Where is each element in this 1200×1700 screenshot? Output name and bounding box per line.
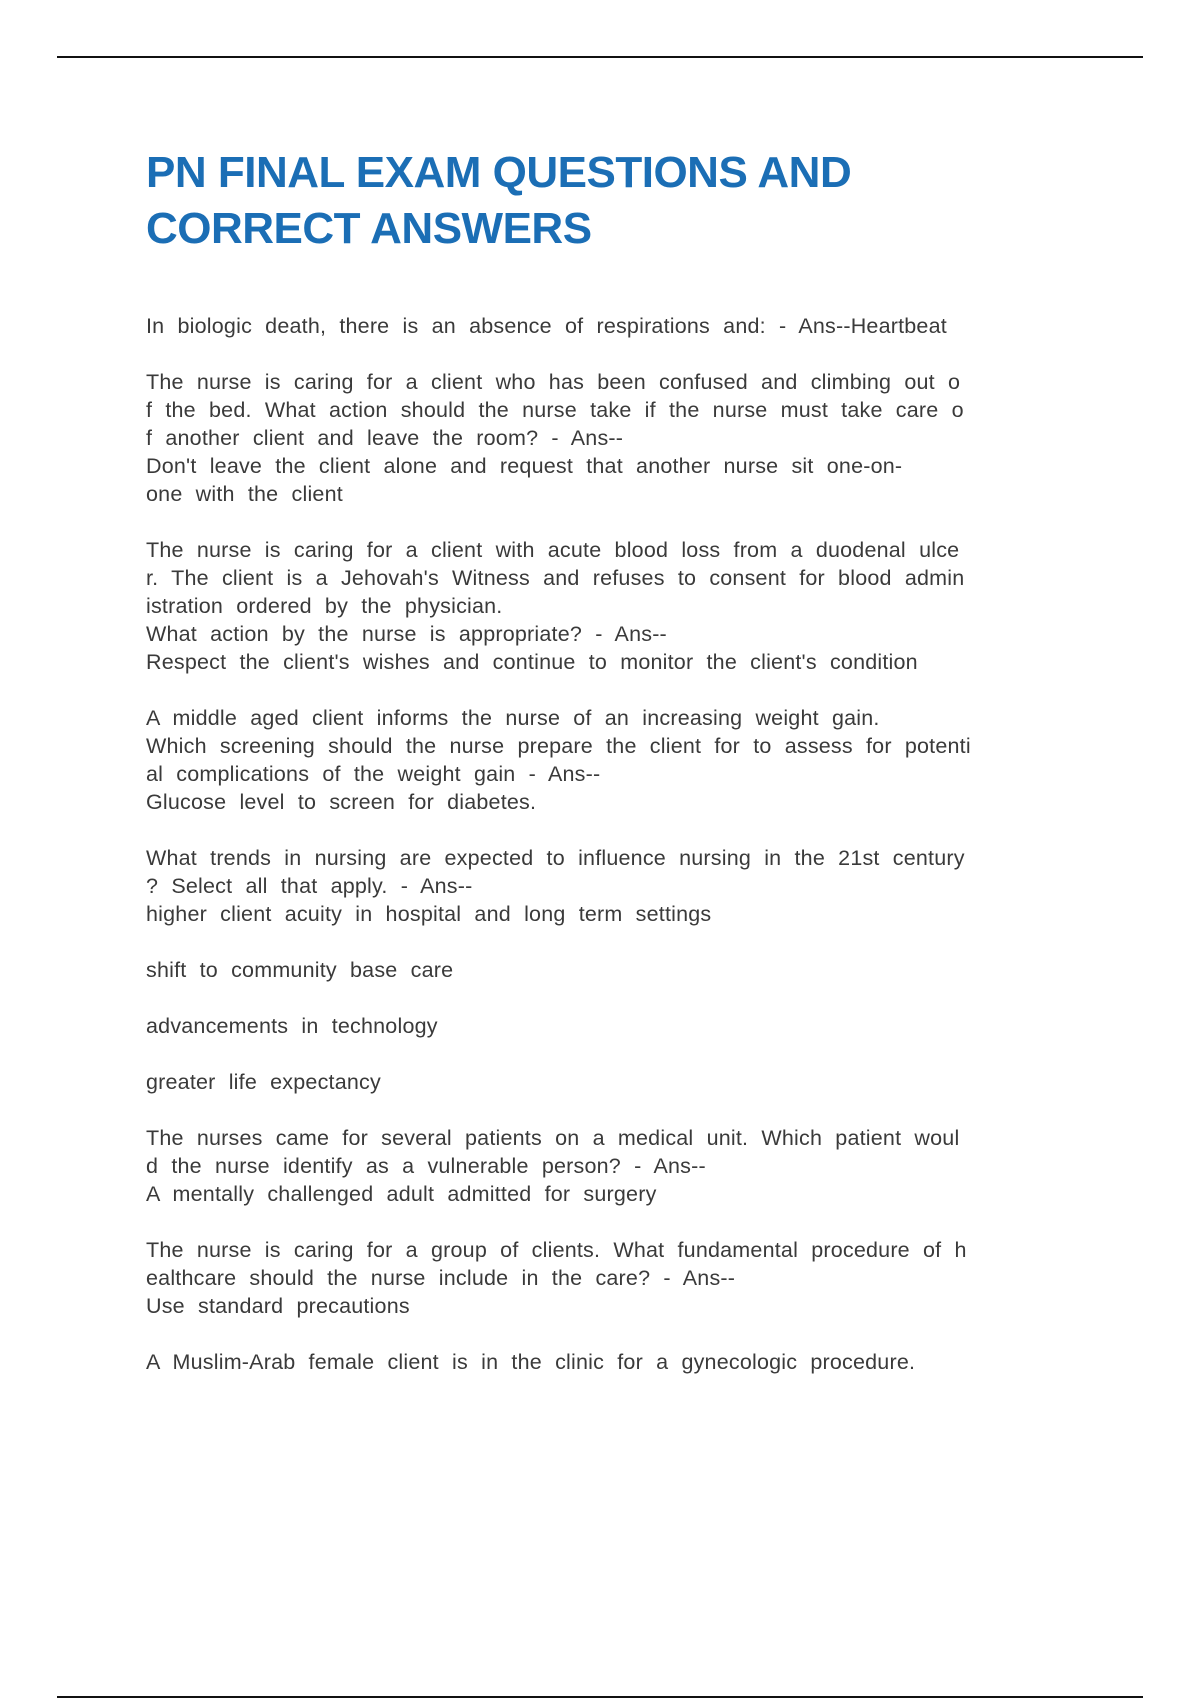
qa-paragraph: [146, 844, 1091, 928]
top-divider: [57, 56, 1143, 58]
text-line: Don't leave the client alone and request that another nurse sit one-on-: [146, 454, 903, 478]
qa-paragraph: [146, 1012, 1091, 1040]
qa-paragraph: [146, 704, 1091, 816]
text-line: A mentally challenged adult admitted for surgery: [146, 1182, 657, 1206]
qa-paragraph: [146, 1236, 1091, 1320]
text-line: istration ordered by the physician.: [146, 594, 503, 618]
text-line: al complications of the weight gain - Ans--: [146, 762, 601, 786]
text-line: Use standard precautions: [146, 1294, 410, 1318]
text-line: In biologic death, there is an absence of respirations and: - Ans--Heartbeat: [146, 314, 947, 338]
text-line: What action by the nurse is appropriate? - Ans--: [146, 622, 667, 646]
title-line: CORRECT ANSWERS: [146, 204, 592, 253]
qa-paragraph: [146, 536, 1091, 676]
text-line: The nurse is caring for a client with acute blood loss from a duodenal ulce: [146, 538, 960, 562]
text-line: one with the client: [146, 482, 343, 506]
bottom-divider: [57, 1696, 1143, 1698]
qa-paragraph: [146, 956, 1091, 984]
text-line: f the bed. What action should the nurse take if the nurse must take care o: [146, 398, 964, 422]
qa-paragraph: [146, 312, 1091, 340]
title-line: PN FINAL EXAM QUESTIONS AND: [146, 148, 852, 197]
qa-paragraph: [146, 1124, 1091, 1208]
text-line: Which screening should the nurse prepare the client for to assess for potenti: [146, 734, 971, 758]
text-line: greater life expectancy: [146, 1070, 381, 1094]
text-line: advancements in technology: [146, 1014, 438, 1038]
text-line: r. The client is a Jehovah's Witness and refuses to consent for blood admin: [146, 566, 965, 590]
text-line: The nurses came for several patients on a medical unit. Which patient woul: [146, 1126, 960, 1150]
text-line: A Muslim-Arab female client is in the clinic for a gynecologic procedure.: [146, 1350, 916, 1374]
text-line: f another client and leave the room? - Ans--: [146, 426, 624, 450]
text-line: The nurse is caring for a client who has been confused and climbing out o: [146, 370, 961, 394]
qa-paragraph: [146, 368, 1091, 508]
document-title: [146, 145, 1091, 257]
text-line: Glucose level to screen for diabetes.: [146, 790, 537, 814]
text-line: d the nurse identify as a vulnerable person? - Ans--: [146, 1154, 706, 1178]
text-line: Respect the client's wishes and continue to monitor the client's condition: [146, 650, 918, 674]
text-line: What trends in nursing are expected to influence nursing in the 21st century: [146, 846, 965, 870]
text-line: The nurse is caring for a group of clients. What fundamental procedure of h: [146, 1238, 967, 1262]
text-line: A middle aged client informs the nurse of an increasing weight gain.: [146, 706, 880, 730]
question-answer-list: [146, 312, 1091, 1376]
text-line: ealthcare should the nurse include in the care? - Ans--: [146, 1266, 736, 1290]
document-body: [146, 145, 1091, 1404]
qa-paragraph: [146, 1348, 1091, 1376]
qa-paragraph: [146, 1068, 1091, 1096]
text-line: higher client acuity in hospital and long term settings: [146, 902, 712, 926]
text-line: shift to community base care: [146, 958, 454, 982]
text-line: ? Select all that apply. - Ans--: [146, 874, 473, 898]
